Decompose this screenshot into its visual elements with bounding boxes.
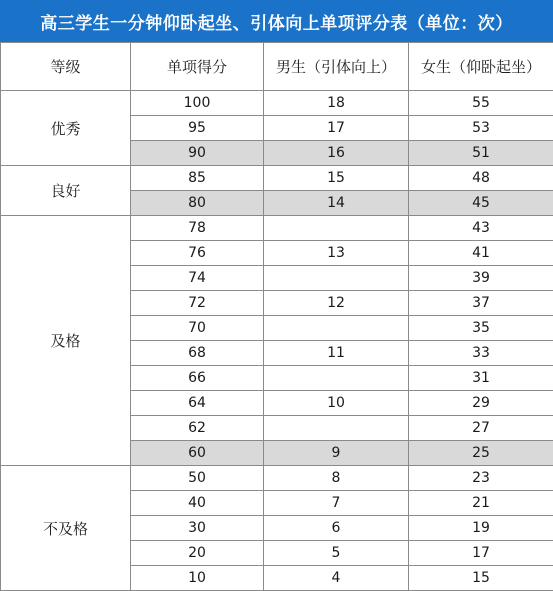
male-cell: 5: [264, 541, 409, 566]
male-cell: [264, 316, 409, 341]
score-cell: 90: [131, 141, 264, 166]
score-cell: 10: [131, 566, 264, 591]
male-cell: [264, 266, 409, 291]
female-cell: 17: [409, 541, 553, 566]
male-cell: 14: [264, 191, 409, 216]
male-cell: 11: [264, 341, 409, 366]
score-cell: 68: [131, 341, 264, 366]
score-cell: 100: [131, 91, 264, 116]
female-cell: 43: [409, 216, 553, 241]
level-cell-excellent: 优秀: [1, 91, 131, 166]
score-cell: 74: [131, 266, 264, 291]
female-cell: 48: [409, 166, 553, 191]
male-cell: 8: [264, 466, 409, 491]
score-cell: 70: [131, 316, 264, 341]
male-cell: 16: [264, 141, 409, 166]
score-cell: 95: [131, 116, 264, 141]
female-cell: 31: [409, 366, 553, 391]
table-body: [1, 91, 553, 591]
male-cell: 7: [264, 491, 409, 516]
score-cell: 64: [131, 391, 264, 416]
score-cell: 60: [131, 441, 264, 466]
score-cell: 76: [131, 241, 264, 266]
female-cell: 23: [409, 466, 553, 491]
header-male: 男生（引体向上）: [264, 43, 409, 91]
female-cell: 29: [409, 391, 553, 416]
score-cell: 80: [131, 191, 264, 216]
female-cell: 37: [409, 291, 553, 316]
header-score: 单项得分: [131, 43, 264, 91]
score-cell: 85: [131, 166, 264, 191]
header-row: [1, 43, 553, 91]
table-title: 高三学生一分钟仰卧起坐、引体向上单项评分表（单位：次）: [0, 0, 553, 42]
header-female: 女生（仰卧起坐）: [409, 43, 553, 91]
male-cell: [264, 366, 409, 391]
female-cell: 33: [409, 341, 553, 366]
female-cell: 25: [409, 441, 553, 466]
male-cell: [264, 416, 409, 441]
table-row: [1, 166, 553, 191]
male-cell: 9: [264, 441, 409, 466]
score-cell: 40: [131, 491, 264, 516]
score-cell: 50: [131, 466, 264, 491]
score-cell: 20: [131, 541, 264, 566]
level-cell-pass: 及格: [1, 216, 131, 466]
female-cell: 27: [409, 416, 553, 441]
male-cell: 13: [264, 241, 409, 266]
female-cell: 35: [409, 316, 553, 341]
male-cell: 6: [264, 516, 409, 541]
female-cell: 51: [409, 141, 553, 166]
female-cell: 55: [409, 91, 553, 116]
male-cell: 15: [264, 166, 409, 191]
male-cell: [264, 216, 409, 241]
score-cell: 62: [131, 416, 264, 441]
female-cell: 21: [409, 491, 553, 516]
table-row: [1, 91, 553, 116]
score-cell: 72: [131, 291, 264, 316]
table-row: [1, 216, 553, 241]
female-cell: 19: [409, 516, 553, 541]
table-row: [1, 466, 553, 491]
score-cell: 66: [131, 366, 264, 391]
female-cell: 45: [409, 191, 553, 216]
level-cell-good: 良好: [1, 166, 131, 216]
score-cell: 30: [131, 516, 264, 541]
female-cell: 39: [409, 266, 553, 291]
male-cell: 10: [264, 391, 409, 416]
score-table: [0, 42, 553, 591]
level-cell-fail: 不及格: [1, 466, 131, 591]
male-cell: 18: [264, 91, 409, 116]
male-cell: 12: [264, 291, 409, 316]
score-cell: 78: [131, 216, 264, 241]
female-cell: 41: [409, 241, 553, 266]
header-level: 等级: [1, 43, 131, 91]
male-cell: 4: [264, 566, 409, 591]
female-cell: 53: [409, 116, 553, 141]
male-cell: 17: [264, 116, 409, 141]
female-cell: 15: [409, 566, 553, 591]
